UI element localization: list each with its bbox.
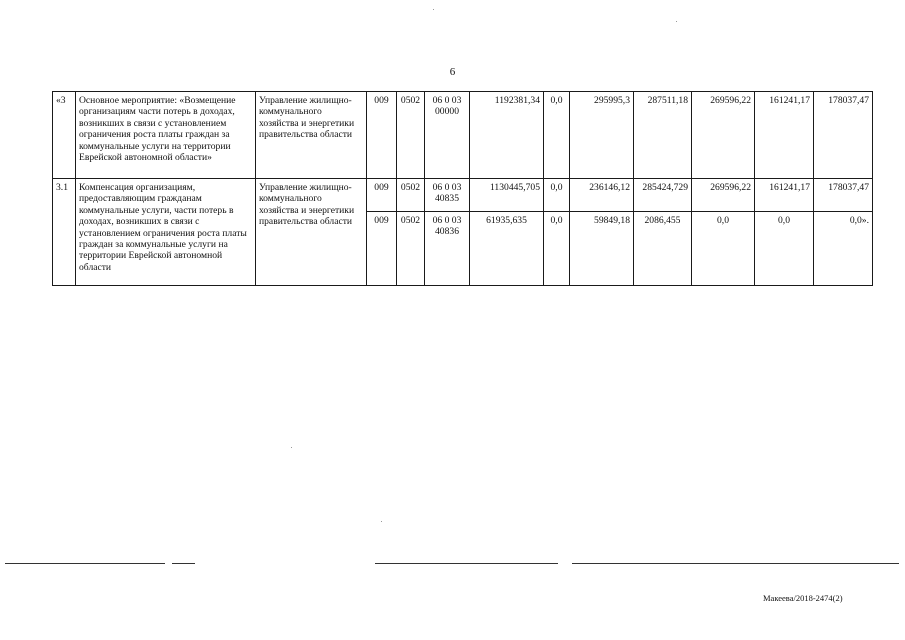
year-value: 0,0 bbox=[755, 212, 814, 286]
table-row bbox=[53, 179, 873, 212]
measure-name: Основное мероприятие: «Возмещение организациям части потерь в доходах, возникших в связи с установлением ограничения роста платы граждан за коммунальные услуги на территории Еврейской автономной области» bbox=[76, 92, 256, 179]
grbs-code: 009 bbox=[367, 179, 397, 212]
total-value: 1130445,705 bbox=[470, 179, 544, 212]
year-value: 287511,18 bbox=[634, 92, 692, 179]
rzpr-code: 0502 bbox=[397, 179, 425, 212]
csr-code: 06 0 03 40835 bbox=[425, 179, 470, 212]
footer-rule bbox=[375, 563, 558, 564]
budget-table bbox=[52, 91, 873, 286]
row-number: «3 bbox=[53, 92, 76, 179]
scan-speck bbox=[676, 21, 677, 22]
grbs-code: 009 bbox=[367, 212, 397, 286]
executor: Управление жилищно-коммунального хозяйства и энергетики правительства области bbox=[256, 92, 367, 179]
year-value: 0,0». bbox=[814, 212, 873, 286]
measure-name: Компенсация организациям, предоставляющим гражданам коммунальные услуги, части потерь в доходах, возникших в связи с установлением ограничения роста платы граждан за коммунальные услуги на территории Еврейской автономной области bbox=[76, 179, 256, 286]
year-value: 295995,3 bbox=[570, 92, 634, 179]
footer-rule bbox=[172, 563, 195, 564]
total-value: 1192381,34 bbox=[470, 92, 544, 179]
footer-rule bbox=[5, 563, 165, 564]
document-reference: Макеева/2018-2474(2) bbox=[763, 593, 843, 603]
year-value: 178037,47 bbox=[814, 92, 873, 179]
year-value: 178037,47 bbox=[814, 179, 873, 212]
scan-speck bbox=[433, 9, 434, 10]
rzpr-code: 0502 bbox=[397, 92, 425, 179]
year-value: 0,0 bbox=[544, 92, 570, 179]
row-number: 3.1 bbox=[53, 179, 76, 286]
year-value: 2086,455 bbox=[634, 212, 692, 286]
csr-code: 06 0 03 40836 bbox=[425, 212, 470, 286]
footer-rule bbox=[572, 563, 899, 564]
rzpr-code: 0502 bbox=[397, 212, 425, 286]
scan-speck bbox=[381, 521, 382, 522]
csr-code: 06 0 03 00000 bbox=[425, 92, 470, 179]
page-number: 6 bbox=[449, 66, 456, 78]
year-value: 161241,17 bbox=[755, 92, 814, 179]
year-value: 269596,22 bbox=[692, 92, 755, 179]
grbs-code: 009 bbox=[367, 92, 397, 179]
year-value: 161241,17 bbox=[755, 179, 814, 212]
year-value: 0,0 bbox=[544, 212, 570, 286]
year-value: 269596,22 bbox=[692, 179, 755, 212]
year-value: 285424,729 bbox=[634, 179, 692, 212]
scan-speck bbox=[291, 447, 292, 448]
year-value: 0,0 bbox=[692, 212, 755, 286]
table-row bbox=[53, 92, 873, 179]
executor: Управление жилищно-коммунального хозяйства и энергетики правительства области bbox=[256, 179, 367, 286]
year-value: 236146,12 bbox=[570, 179, 634, 212]
total-value: 61935,635 bbox=[470, 212, 544, 286]
year-value: 59849,18 bbox=[570, 212, 634, 286]
year-value: 0,0 bbox=[544, 179, 570, 212]
